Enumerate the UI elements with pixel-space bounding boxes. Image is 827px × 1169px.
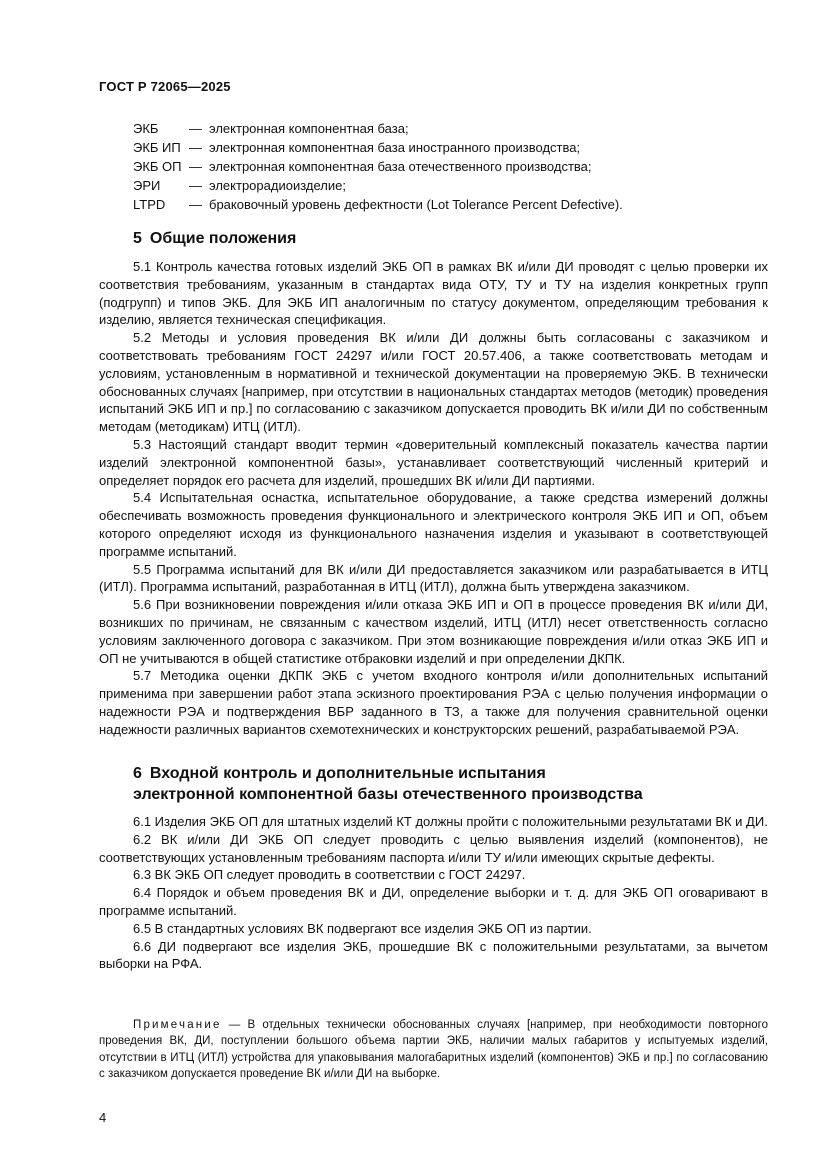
abbreviation-term: ЭКБ ОП [133, 159, 182, 174]
section-6-body [99, 813, 768, 973]
paragraph-5-5: 5.5 Программа испытаний для ВК и/или ДИ предоставляется заказчиком или разрабатывается в ИТЦ (ИТЛ). Программа испытаний, разработанная в ИТЦ (ИТЛ), должна быть утверждена заказчиком. [99, 561, 768, 595]
abbreviation-definition: электронная компонентная база; [209, 121, 409, 136]
paragraph-6-2: 6.2 ВК и/или ДИ ЭКБ ОП следует проводить с целью выявления изделий (компонентов), не соответствующих установленным требованиям паспорта и/или ТУ и/или имеющих скрытые дефекты. [99, 831, 768, 865]
abbreviation-definition: электронная компонентная база отечественного производства; [209, 159, 592, 174]
note-text: — В отдельных технически обоснованных случаях [например, при необходимости повторного проведения ВК, ДИ, поступлении большого объема партии ЭКБ, наличии малых габаритов у испытуемых изделий, отсутствии в ИТЦ (ИТЛ) устройства для упаковывания малогабаритных изделий (компонентов) ЭКБ и пр.] по согласованию с заказчиком допускается проведение ВК и/или ДИ на выборке. [99, 1019, 768, 1081]
abbreviation-row [133, 195, 623, 214]
abbreviation-term: ЭКБ ИП [133, 140, 181, 155]
abbreviation-row [133, 138, 623, 157]
paragraph-6-6: 6.6 ДИ подвергают все изделия ЭКБ, прошедшие ВК с положительными результатами, за вычетом выборки на РФА. [99, 938, 768, 972]
section-title: Входной контроль и дополнительные испытания [149, 765, 546, 782]
page-number: 4 [99, 1110, 107, 1125]
abbreviation-dash: — [189, 140, 202, 155]
section-5-heading [133, 228, 296, 249]
abbreviation-term: LTPD [133, 197, 166, 212]
section-6-title-line-2: электронной компонентной базы отечественного производства [133, 786, 643, 803]
section-number: 5 [133, 230, 142, 247]
abbreviation-definition: браковочный уровень дефектности (Lot Tolerance Percent Defective). [209, 197, 623, 212]
abbreviation-definition: электронная компонентная база иностранного производства; [209, 140, 581, 155]
paragraph-5-3: 5.3 Настоящий стандарт вводит термин «доверительный комплексный показатель качества партии изделий электронной компонентной базы», устанавливает соответствующий численный критерий и определяет порядок его расчета для изделий, прошедших ВК и/или ДИ партиями. [99, 436, 768, 488]
abbreviation-definition: электрорадиоизделие; [209, 178, 346, 193]
paragraph-6-1: 6.1 Изделия ЭКБ ОП для штатных изделий КТ должны пройти с положительными результатами ВК и ДИ. [133, 814, 768, 829]
abbreviation-row [133, 176, 623, 195]
section-6-heading [133, 763, 643, 805]
note-block [99, 1017, 768, 1083]
section-6-title-line-1 [133, 763, 643, 784]
section-5-body [99, 258, 768, 739]
abbreviation-dash: — [189, 178, 202, 193]
paragraph-5-4: 5.4 Испытательная оснастка, испытательное оборудование, а также средства измерений должны обеспечивать возможность проведения функционального и электрического контроля ЭКБ ИП и ОП, объем которого определяют исходя из функционального назначения изделия и указывают в соответствующей программе испытаний. [99, 490, 768, 559]
section-title: Общие положения [149, 230, 297, 247]
paragraph-5-2: 5.2 Методы и условия проведения ВК и/или ДИ должны быть согласованы с заказчиком и соответствовать требованиям ГОСТ 24297 и/или ГОСТ 20.57.406, а также соответствовать методам и условиям, установленным в нормативной и технической документации на проверяемую ЭКБ. В технически обоснованных случаях [например, при отсутствии в национальных стандартах методов (методик) проведения испытаний ЭКБ ИП и пр.] по согласованию с заказчиком допускается проводить ВК и/или ДИ по собственным методам (методикам) ИТЦ (ИТЛ). [99, 330, 768, 435]
abbreviation-dash: — [189, 159, 202, 174]
paragraph-6-4: 6.4 Порядок и объем проведения ВК и ДИ, определение выборки и т. д. для ЭКБ ОП оговаривают в программе испытаний. [99, 885, 768, 918]
paragraph-5-1: 5.1 Контроль качества готовых изделий ЭКБ ОП в рамках ВК и/или ДИ проводят с целью проверки их соответствия требованиям, указанным в стандартах вида ОТУ, ТУ и ТУ на изделия конкретных групп (подгрупп) и типов ЭКБ. Для ЭКБ ИП аналогичным по статусу документом, определяющим требования к изделию, является техническая спецификация. [99, 259, 768, 328]
abbreviation-dash: — [189, 121, 202, 136]
abbreviation-term: ЭКБ [133, 121, 159, 136]
standard-header: ГОСТ Р 72065—2025 [99, 79, 231, 94]
abbreviation-row [133, 119, 623, 138]
paragraph-6-3: 6.3 ВК ЭКБ ОП следует проводить в соответствии с ГОСТ 24297. [133, 867, 526, 883]
abbreviation-term: ЭРИ [133, 178, 161, 193]
abbreviation-row [133, 157, 623, 176]
note-label: Примечание [133, 1019, 222, 1031]
section-number: 6 [133, 765, 142, 782]
abbreviations-list [133, 119, 623, 214]
paragraph-5-6: 5.6 При возникновении повреждения и/или отказа ЭКБ ИП и ОП в процессе проведения ВК и/или ДИ, возникших по причинам, не связанным с качеством изделий, ИТЦ (ИТЛ) несет ответственность согласно условиям заключенного договора с заказчиком. При этом возникающие повреждения и/или отказ ЭКБ ИП и ОП не учитываются в общей статистике отбраковки изделий и при определении ДКПК. [99, 597, 768, 666]
abbreviation-dash: — [189, 197, 202, 212]
paragraph-5-7: 5.7 Методика оценки ДКПК ЭКБ с учетом входного контроля и/или дополнительных испытаний применима при завершении работ этапа эскизного проектирования РЭА с целью получения информации о надежности РЭА и подтверждения ВБР заданного в ТЗ, а также для получения сравнительной оценки надежности различных вариантов схемотехнических и конструкторских решений, разрабатываемой РЭА. [99, 668, 768, 737]
paragraph-6-5: 6.5 В стандартных условиях ВК подвергают все изделия ЭКБ ОП из партии. [133, 920, 592, 936]
